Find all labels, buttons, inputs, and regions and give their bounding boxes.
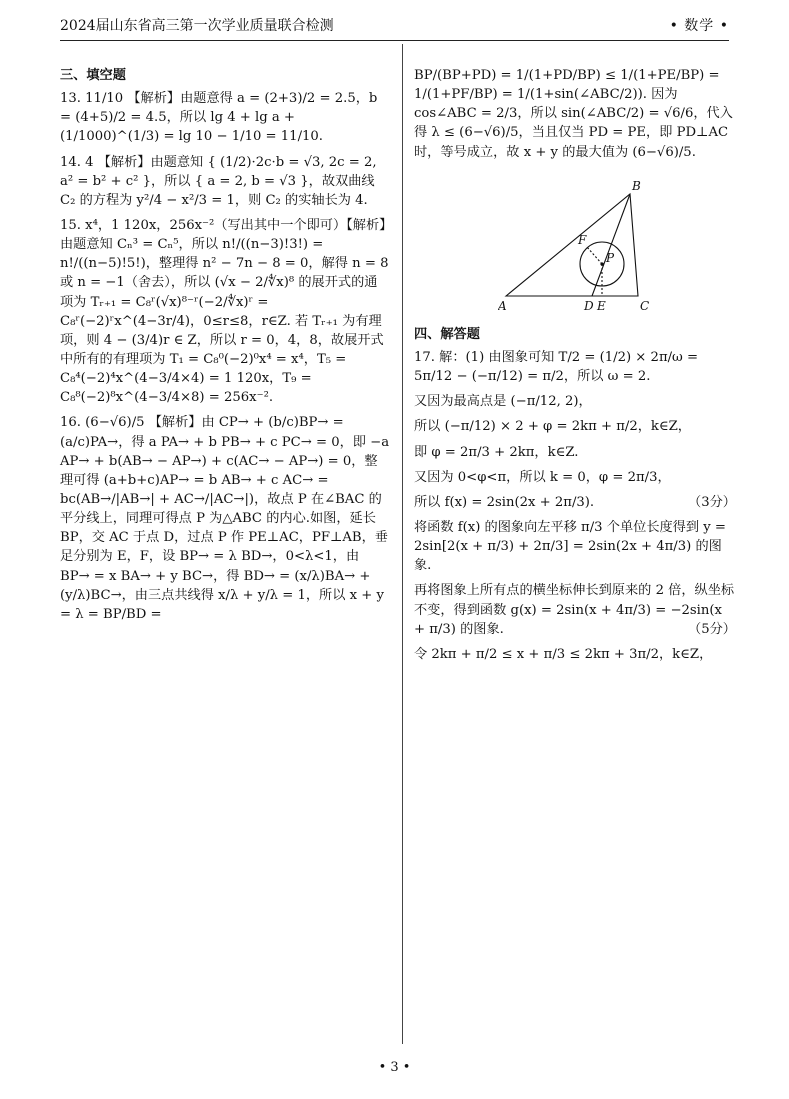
label-b: B	[632, 178, 641, 193]
solution-15: 15. x⁴，1 120x，256x⁻²（写出其中一个即可）【解析】由题意知 Cₙ³ = Cₙ⁵，所以 n!/((n−3)!3!) = n!/((n−5)!5!)，整理得 n² − 7n − 8 = 0，解得 n = 8 或 n = −1（舍去），所以 (√x − 2/∜x)⁸ 的展开式的通项为 Tᵣ₊₁ = C₈ʳ(√x)⁸⁻ʳ(−2/∜x)ʳ = C₈ʳ(−2)ʳx^(4−3r/4)，0≤r≤8，r∈Z. 若 Tᵣ₊₁ 为有理项，则 4 − (3/4)r ∈ Z，所以 r = 0，4，8，故展开式中所有的有理项为 T₁ = C₈⁰(−2)⁰x⁴ = x⁴，T₅ = C₈⁴(−2)⁴x^(4−3/4×4) = 1 120x，T₉ = C₈⁸(−2)⁸x^(4−3/4×8) = 256x⁻².	[60, 217, 389, 406]
label-f: F	[578, 232, 587, 247]
label-a: A	[498, 298, 507, 313]
left-column	[60, 66, 390, 630]
label-c: C	[640, 298, 650, 313]
solution-17-step-6	[414, 493, 736, 512]
solution-17-step-9: 令 2kπ + π/2 ≤ x + π/3 ≤ 2kπ + 3π/2，k∈Z，	[414, 646, 713, 662]
solution-17-step-7: 将函数 f(x) 的图象向左平移 π/3 个单位长度得到 y = 2sin[2(x + π/3) + 2π/3] = 2sin(2x + 4π/3) 的图象.	[414, 519, 726, 574]
label-e: E	[597, 298, 606, 313]
point-p	[600, 262, 603, 265]
exam-title: 2024届山东省高三第一次学业质量联合检测	[60, 18, 334, 34]
points-5: （5分）	[688, 621, 736, 637]
column-divider	[402, 44, 403, 1044]
section-fill-in: 三、填空题	[60, 68, 126, 83]
solution-17-step-1: 17. 解：(1) 由图象可知 T/2 = (1/2) × 2π/ω = 5π/12 − (−π/12) = π/2，所以 ω = 2.	[414, 349, 699, 385]
solution-17-step-2: 又因为最高点是 (−π/12, 2)，	[414, 394, 592, 410]
formula-f: 所以 f(x) = 2sin(2x + 2π/3).	[414, 494, 595, 510]
segment-pf	[586, 246, 602, 264]
formula-g: 再将图象上所有点的横坐标伸长到原来的 2 倍，纵坐标不变，得到函数 g(x) = 2sin(x + 4π/3) = −2sin(x + π/3) 的图象.	[414, 583, 735, 637]
label-d: D	[584, 298, 594, 313]
triangle-abc	[506, 194, 638, 296]
subject-label: • 数学 •	[669, 18, 729, 34]
page-number: • 3 •	[378, 1060, 411, 1075]
solution-17-step-3: 所以 (−π/12) × 2 + φ = 2kπ + π/2，k∈Z，	[414, 419, 691, 435]
page-header	[60, 14, 729, 38]
solution-16: 16. (6−√6)/5 【解析】由 CP→ + (b/c)BP→ = (a/c)PA→，得 a PA→ + b PB→ + c PC→ = 0，即 −a AP→ + b(AB→ − AP→) + c(AC→ − AP→) = 0，整理可得 (a+b+c)AP→ = b AB→ + c AC→ = bc(AB→/|AB→| + AC→/|AC→|)，故点 P 在∠BAC 的平分线上，同理可得点 P 为△ABC 的内心.如图，延长 BP，交 AC 于点 D，过点 P 作 PE⊥AC，PF⊥AB，垂足分别为 E，F，设 BP→ = λ BD→，0<λ<1，由 BP→ = x BA→ + y BC→，得 BD→ = (x/λ)BA→ + (y/λ)BC→，由三点共线得 x/λ + y/λ = 1，所以 x + y = λ = BP/BD =	[60, 415, 390, 622]
right-column	[414, 66, 736, 670]
header-rule	[60, 40, 729, 41]
solution-14: 14. 4 【解析】由题意知 { (1/2)·2c·b = √3, 2c = 2, a² = b² + c² }，所以 { a = 2, b = √3 }，故双曲线 C₂ 的方程为 y²/4 − x²/3 = 1，则 C₂ 的实轴长为 4.	[60, 154, 377, 208]
solution-17-step-8	[414, 581, 736, 638]
solution-17-step-4: 即 φ = 2π/3 + 2kπ，k∈Z.	[414, 444, 579, 460]
solution-16-continued: BP/(BP+PD) = 1/(1+PD/BP) ≤ 1/(1+PE/BP) = 1/(1+PF/BP) = 1/(1+sin(∠ABC/2)). 因为 cos∠ABC = 2/3，所以 sin(∠ABC/2) = √6/6，代入得 λ ≤ (6−√6)/5，当且仅当 PD = PE，即 PD⊥AC 时，等号成立，故 x + y 的最大值为 (6−√6)/5.	[414, 68, 733, 160]
points-3: （3分）	[688, 494, 736, 510]
triangle-incircle-figure	[498, 178, 668, 313]
label-p: P	[606, 250, 615, 265]
solution-13: 13. 11/10 【解析】由题意得 a = (2+3)/2 = 2.5，b = (4+5)/2 = 4.5，所以 lg 4 + lg a + (1/1000)^(1/3) = lg 10 − 1/10 = 11/10.	[60, 91, 378, 145]
solution-17-step-5: 又因为 0<φ<π，所以 k = 0，φ = 2π/3，	[414, 469, 671, 485]
section-answers: 四、解答题	[414, 326, 480, 342]
